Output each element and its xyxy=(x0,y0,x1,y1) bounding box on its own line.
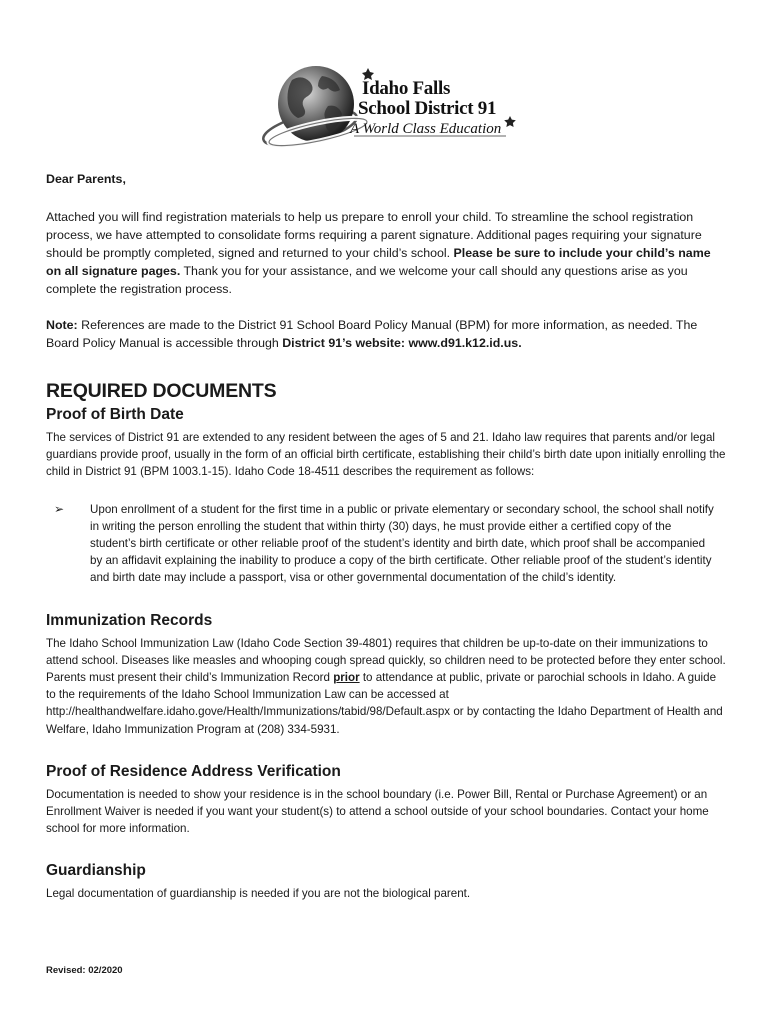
immunization-text-1: The Idaho School Immunization Law (Idaho Code Section 39-4801) requires that children be up-to-date on their immunizations to attend school. Diseases like measles and whooping cough spread quickly, so children need to be protected before they enter school. Parents must present their child’s Immunization Record xyxy=(46,636,726,685)
immunization-section xyxy=(46,611,726,738)
birth-date-section xyxy=(46,405,726,587)
intro-text-1: Attached you will find registration materials to help us prepare to enroll your child. To streamline the school registration process, we have attempted to consolidate forms requiring a parent signature. Additional pages requiring your signature should be promptly completed, signed and returned to your child’s school. xyxy=(46,210,702,260)
guardianship-text: Legal documentation of guardianship is needed if you are not the biological parent. xyxy=(46,887,471,901)
logo-title-line1: Idaho Falls xyxy=(362,78,451,99)
birth-date-text: The services of District 91 are extended to any resident between the ages of 5 and 21. Idaho law requires that parents and/or legal guardians provide proof, usually in the form of an official birth certificate, establishing their child’s birth date upon initially enrolling the child in District 91 (BPM 1003.1-15). Idaho Code 18-4511 describes the requirement as follows: xyxy=(46,431,726,479)
immunization-heading: Immunization Records xyxy=(46,611,213,629)
guardianship-heading: Guardianship xyxy=(46,862,146,880)
intro-paragraph xyxy=(46,208,726,298)
logo-title-line2: School District 91 xyxy=(358,98,497,119)
revised-date: Revised: 02/2020 xyxy=(46,965,123,976)
district-logo xyxy=(258,62,538,154)
note-label: Note: xyxy=(46,318,78,332)
intro-text-2: Thank you for your assistance, and we welcome your call should any questions arise as you complete the registration process. xyxy=(46,264,688,296)
guardianship-section xyxy=(46,861,726,902)
note-text: References are made to the District 91 School Board Policy Manual (BPM) for more information, as needed. The Board Policy Manual is accessible through xyxy=(46,318,698,350)
immunization-text-2: to attendance at public, private or parochial schools in Idaho. A guide to the requirements of the Idaho School Immunization Law can be accessed at http://healthandwelfare.idaho.gove/Health/Immunizations/tabid/98/Default.aspx or by contacting the Idaho Department of Health and Welfare, Idaho Immunization Program at (208) 334-5931. xyxy=(46,671,723,736)
logo-tagline: A World Class Education xyxy=(350,121,502,137)
idaho-code-quote: Upon enrollment of a student for the first time in a public or private elementary or secondary school, the school shall notify in writing the person enrolling the student that within thirty (30) days, he must provide either a certified copy of the student’s birth certificate or other reliable proof of the student’s identity and birth date, which proof shall be accompanied by an affidavit explaining the inability to produce a copy of the birth certificate. Other reliable proof of the student’s identity and birth date may include a passport, visa or other governmental documentation of the child’s identity. xyxy=(90,502,714,585)
residence-section xyxy=(46,762,726,838)
greeting: Dear Parents, xyxy=(46,172,126,186)
immunization-text xyxy=(46,635,726,738)
arrow-bullet-icon: ➢ xyxy=(54,501,65,516)
idaho-code-bullet xyxy=(54,501,726,587)
intro-bold-text: Please be sure to include your child’s name on all signature pages. xyxy=(46,246,711,278)
birth-date-heading: Proof of Birth Date xyxy=(46,406,184,423)
residence-text: Documentation is needed to show your residence is in the school boundary (i.e. Power Bill, Rental or Purchase Agreement) or an Enrollment Waiver is needed if you want your student(s) to attend a school outside of your school boundaries. Contact your home school for more information. xyxy=(46,787,709,836)
letter-body xyxy=(46,170,726,927)
required-documents-heading: REQUIRED DOCUMENTS xyxy=(46,380,277,402)
residence-heading: Proof of Residence Address Verification xyxy=(46,762,341,780)
note-paragraph xyxy=(46,316,726,352)
website-link[interactable]: District 91’s website: www.d91.k12.id.us. xyxy=(282,336,522,350)
prior-emphasis: prior xyxy=(333,671,360,685)
